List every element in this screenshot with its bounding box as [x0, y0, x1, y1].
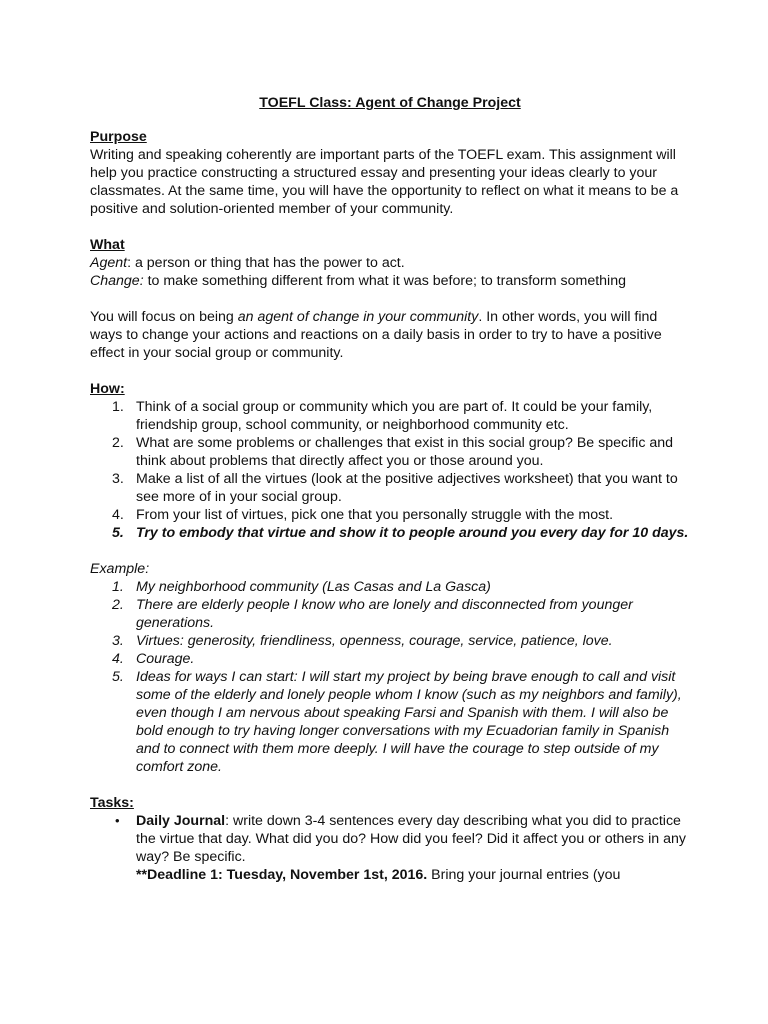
focus-paragraph [90, 308, 690, 362]
purpose-heading: Purpose [90, 129, 147, 145]
focus-text-pre: You will focus on being [90, 309, 238, 325]
list-number: 3. [112, 471, 124, 487]
what-section [90, 236, 690, 362]
list-item [90, 668, 690, 776]
list-number: 1. [112, 579, 124, 595]
daily-journal-title: Daily Journal [136, 813, 226, 829]
list-item [90, 578, 690, 596]
list-item [90, 434, 690, 470]
tasks-heading: Tasks: [90, 795, 134, 811]
list-number: 2. [112, 435, 124, 451]
focus-text-post: . In other words, you will find ways to change your actions and reactions on a daily basis in order to try to have a positive effect in your social group or community. [90, 309, 662, 361]
list-item [90, 812, 690, 884]
list-number: 4. [112, 651, 124, 667]
example-list [90, 578, 690, 776]
list-number: 1. [112, 399, 124, 415]
tasks-section [90, 794, 690, 884]
change-term: Change: [90, 273, 144, 289]
daily-journal-text: : write down 3-4 sentences every day describing what you did to practice the virtue that day. What did you do? How did you feel? Did it affect you or others in any way? Be specific. [136, 813, 686, 865]
list-item [90, 470, 690, 506]
how-list [90, 398, 690, 542]
list-item-text: Make a list of all the virtues (look at the positive adjectives worksheet) that you want to see more of in your social group. [136, 471, 678, 505]
list-item [90, 524, 690, 542]
list-number: 5. [112, 525, 124, 541]
list-number: 2. [112, 597, 124, 613]
example-section [90, 560, 690, 776]
list-item-text: Think of a social group or community which you are part of. It could be your family, friendship group, school community, or neighborhood community etc. [136, 399, 653, 433]
list-item [90, 506, 690, 524]
list-item [90, 632, 690, 650]
list-number: 5. [112, 669, 124, 685]
list-item-text: Courage. [136, 651, 195, 667]
purpose-section [90, 128, 690, 218]
agent-def-text: : a person or thing that has the power to act. [127, 255, 405, 271]
list-item [90, 596, 690, 632]
list-number: 3. [112, 633, 124, 649]
deadline-text: Bring your journal entries (you [427, 867, 621, 883]
bullet-icon: • [115, 813, 120, 828]
how-heading: How: [90, 381, 125, 397]
example-heading: Example: [90, 561, 150, 577]
agent-definition [90, 254, 690, 272]
list-item-text: What are some problems or challenges that exist in this social group? Be specific and think about problems that directly affect you or those around you. [136, 435, 674, 469]
list-item-text: There are elderly people I know who are lonely and disconnected from younger generations. [136, 597, 633, 631]
focus-text-emphasis: an agent of change in your community [237, 309, 479, 325]
change-definition [90, 272, 690, 290]
purpose-body: Writing and speaking coherently are important parts of the TOEFL exam. This assignment will help you practice constructing a structured essay and presenting your ideas clearly to your classmates. At the same time, you will have the opportunity to reflect on what it means to be a positive and solution-oriented member of your community. [90, 147, 679, 217]
list-item-text: Virtues: generosity, friendliness, openness, courage, service, patience, love. [136, 633, 613, 649]
change-def-text: to make something different from what it was before; to transform something [143, 273, 626, 289]
how-section [90, 380, 690, 542]
what-heading: What [90, 237, 125, 253]
list-item-text: From your list of virtues, pick one that you personally struggle with the most. [136, 507, 614, 523]
agent-term: Agent [90, 255, 128, 271]
list-number: 4. [112, 507, 124, 523]
document-page [90, 94, 690, 884]
deadline-label: **Deadline 1: Tuesday, November 1st, 2016. [136, 867, 428, 883]
tasks-list [90, 812, 690, 884]
list-item-text: My neighborhood community (Las Casas and La Gasca) [136, 579, 491, 595]
list-item-text: Try to embody that virtue and show it to people around you every day for 10 days. [136, 525, 689, 541]
list-item-text: Ideas for ways I can start: I will start my project by being brave enough to call and visit some of the elderly and lonely people whom I know (such as my neighbors and family), even though I am nervous about speaking Farsi and Spanish with them. I will also be bold enough to try having longer conversations with my Ecuadorian family in Spanish and to connect with them more deeply. I will have the courage to step outside of my comfort zone. [136, 669, 682, 775]
list-item [90, 650, 690, 668]
list-item [90, 398, 690, 434]
page-title: TOEFL Class: Agent of Change Project [259, 95, 521, 111]
